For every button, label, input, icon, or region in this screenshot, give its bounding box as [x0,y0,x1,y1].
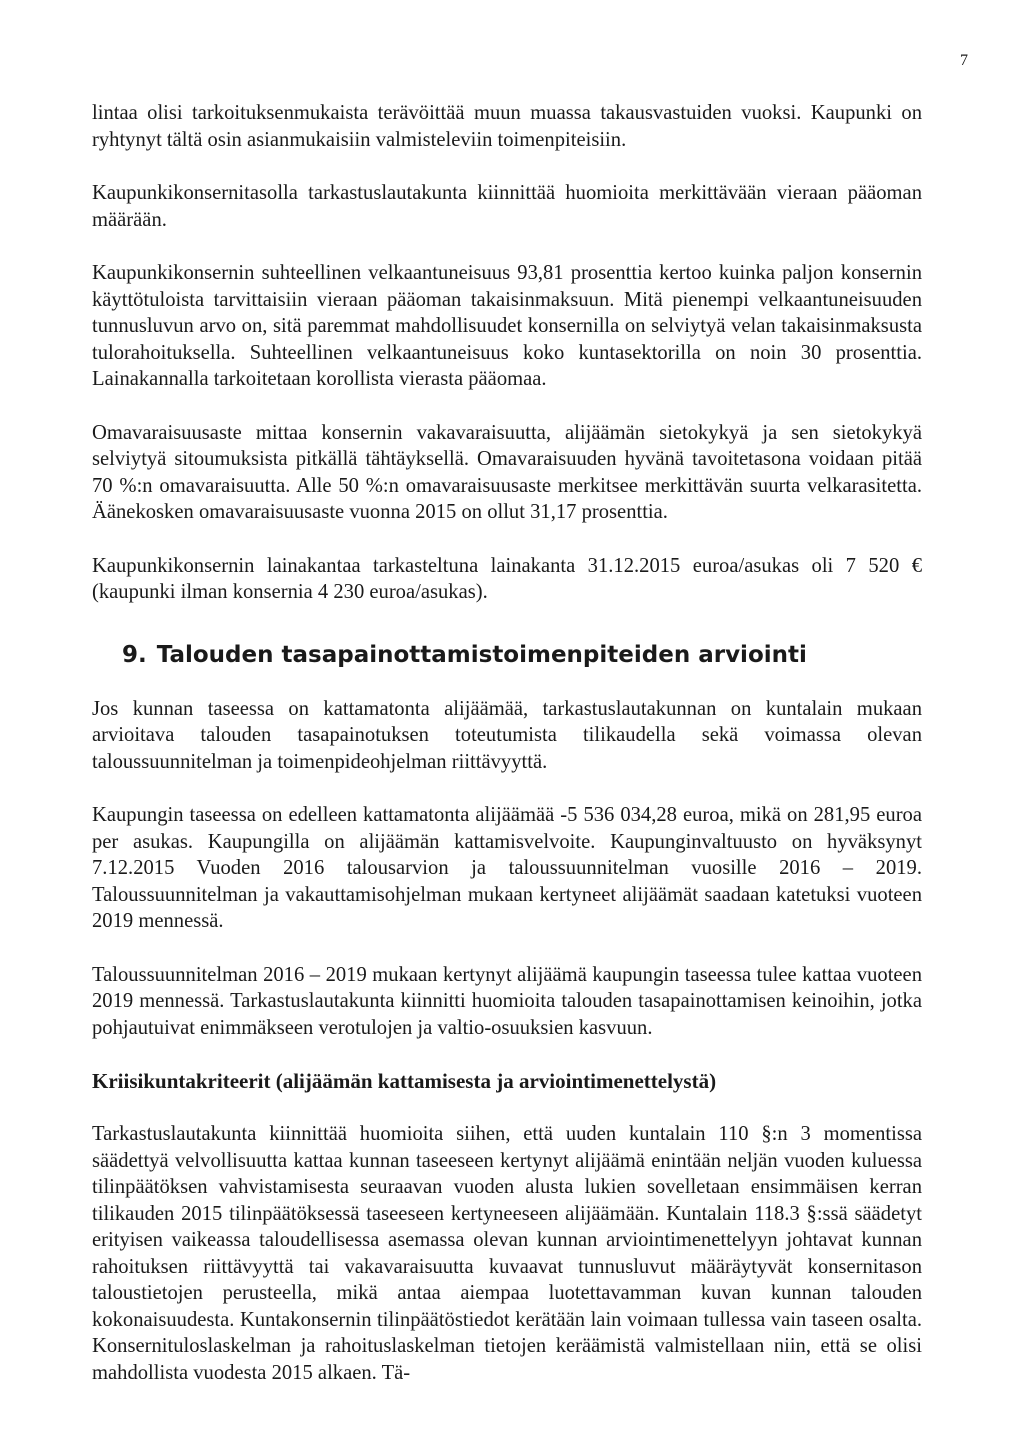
paragraph: lintaa olisi tarkoituksenmukaista terävöittää muun muassa takausvastuiden vuoksi. Kaupunki on ryhtynyt tältä osin asianmukaisiin valmisteleviin toimenpiteisiin. [92,102,922,151]
paragraph: Kaupunkikonsernin lainakantaa tarkasteltuna lainakanta 31.12.2015 euroa/asukas oli 7 520 € (kaupunki ilman konsernia 4 230 euroa/asukas). [92,554,922,603]
section-heading [122,640,922,670]
paragraph: Kaupungin taseessa on edelleen kattamatonta alijäämää -5 536 034,28 euroa, mikä on 281,95 euroa per asukas. Kaupungilla on alijäämän kattamisvelvoite. Kaupunginvaltuusto on hyväksynyt 7.12.2015 Vuoden 2016 talousarvion ja taloussuunnitelman vuosille 2016 – 2019. Taloussuunnitelman ja vakauttamisohjelman mukaan kertyneet alijäämät saadaan katetuksi vuoteen 2019 mennessä. [92,804,922,932]
section-number: 9. [122,641,147,668]
paragraph: Jos kunnan taseessa on kattamatonta alijäämää, tarkastuslautakunnan on kuntalain mukaan arvioitava talouden tasapainotuksen toteutumista tilikaudella sekä voimassa olevan taloussuunnitelman ja toimenpideohjelman riittävyyttä. [92,697,922,773]
subheading: Kriisikuntakriteerit (alijäämän kattamisesta ja arviointimenettelystä) [92,1069,717,1093]
page-number: 7 [960,52,968,69]
paragraph: Tarkastuslautakunta kiinnittää huomioita siihen, että uuden kuntalain 110 §:n 3 momentissa säädettyä velvollisuutta kattaa kunnan taseeseen kertynyt alijäämä enintään neljän vuoden kuluessa tilinpäätöksen vahvistamisesta seuraavan vuoden alusta lukien sovelletaan ensimmäisen kerran tilikauden 2015 tilinpäätöksessä taseeseen kertyneeseen alijäämään. Kuntalain 118.3 §:ssä säädetyt erityisen vaikeassa taloudellisessa asemassa olevan kunnan arviointimenettelyyn johtavat kunnan rahoituksen riittävyyttä tai vakavaraisuutta kuvaavat tunnusluvut määräytyvät konsernitason taloustietojen perusteella, mikä antaa aiempaa luotettavamman kuvan kunnan talouden kokonaisuudesta. Kuntakonsernin tilinpäätöstiedot kerätään lain voimaan tullessa vain taseen osalta. Konsernituloslaskelman ja rahoituslaskelman tietojen keräämistä valmistellaan niin, että se olisi mahdollista vuodesta 2015 alkaen. Tä- [92,1123,922,1384]
paragraph: Kaupunkikonsernitasolla tarkastuslautakunta kiinnittää huomioita merkittävään vieraan pääoman määrään. [92,182,922,231]
paragraph: Kaupunkikonsernin suhteellinen velkaantuneisuus 93,81 prosenttia kertoo kuinka paljon konsernin käyttötuloista tarvittaisiin vieraan pääoman takaisinmaksuun. Mitä pienempi velkaantuneisuuden tunnusluvun arvo on, sitä paremmat mahdollisuudet konsernilla on selviytyä velan takaisinmaksusta tulorahoituksella. Suhteellinen velkaantuneisuus koko kuntasektorilla on noin 30 prosenttia. Lainakannalla tarkoitetaan korollista vierasta pääomaa. [92,262,922,390]
paragraph: Taloussuunnitelman 2016 – 2019 mukaan kertynyt alijäämä kaupungin taseessa tulee kattaa vuoteen 2019 mennessä. Tarkastuslautakunta kiinnitti huomioita talouden tasapainottamisen keinoihin, jotka pohjautuivat enimmäkseen verotulojen ja valtio-osuuksien kasvuun. [92,963,922,1039]
paragraph: Omavaraisuusaste mittaa konsernin vakavaraisuutta, alijäämän sietokykyä ja sen sietokykyä selviytyä sitoumuksista pitkällä tähtäyksellä. Omavaraisuuden hyvänä tavoitetasona voidaan pitää 70 %:n omavaraisuutta. Alle 50 %:n omavaraisuusaste merkitsee merkittävän suurta velkarasitetta. Äänekosken omavaraisuusaste vuonna 2015 on ollut 31,17 prosenttia. [92,421,922,523]
section-title: Talouden tasapainottamistoimenpiteiden arviointi [156,641,807,668]
document-body [92,100,922,1413]
